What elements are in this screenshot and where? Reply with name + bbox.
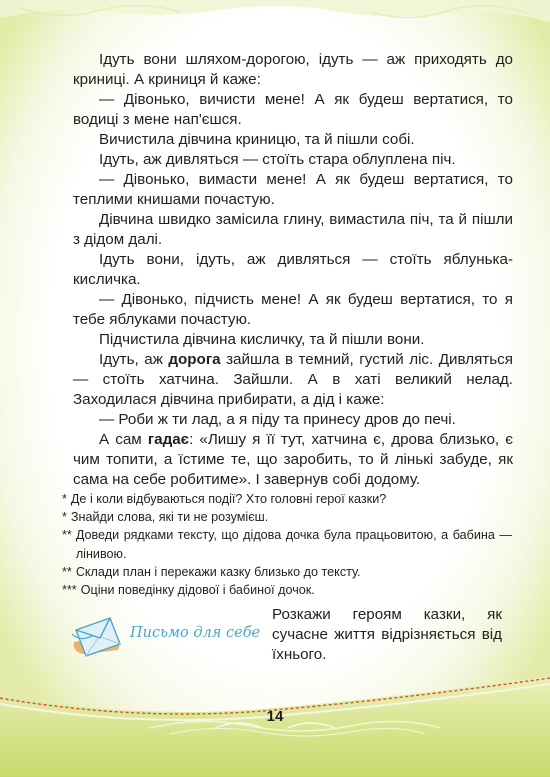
keyword-doroha: дорога [168, 351, 221, 368]
question-text: Склади план і перекажи казку близько до тексту. [75, 564, 361, 579]
story-paragraph: Ідуть вони, ідуть, аж дивляться — стоїть яблунька-кисличка. [73, 251, 513, 288]
question-text: Доведи рядками тексту, що дідова дочка була працьовитою, а бабина — лінивою. [75, 528, 512, 561]
question-text: Оціни поведінку дідової і бабиної дочок. [80, 583, 315, 598]
story-paragraph: — Дівонько, вимасти мене! А як будеш вертатися, то теплими книшами почастую. [73, 171, 513, 208]
question-item [62, 526, 512, 562]
page-number: 14 [266, 708, 284, 725]
question-item [62, 508, 512, 526]
difficulty-mark: * [62, 492, 67, 506]
question-item [62, 490, 512, 508]
story-text-part: А сам [99, 431, 148, 448]
difficulty-mark: *** [62, 583, 77, 598]
question-text: Знайди слова, які ти не розумієш. [70, 510, 269, 525]
story-text [73, 50, 513, 490]
question-text: Де і коли відбуваються події? Хто головні герої казки? [70, 492, 387, 506]
story-paragraph: Ідуть вони шляхом-дорогою, ідуть — аж приходять до криниці. А криниця й каже: [73, 51, 513, 88]
writing-task-badge [70, 612, 260, 660]
story-paragraph: Ідуть, аж дивляться — стоїть стара облуплена піч. [99, 151, 456, 168]
difficulty-mark: ** [62, 528, 72, 543]
story-paragraph: — Дівонько, вичисти мене! А як будеш вертатися, то водиці з мене нап'єшся. [73, 91, 513, 128]
story-paragraph-with-keyword [73, 350, 513, 410]
top-ornament [0, 0, 550, 36]
story-text-part: зайшла в темний, густий ліс. Дивляться — стоїть хатчина. Зайшли. А в хаті великий нелад. Заходилася дівчина прибирати, а дід і каже: [73, 351, 513, 408]
difficulty-mark: ** [62, 564, 72, 579]
questions-list [62, 490, 512, 599]
envelope-icon [70, 612, 124, 658]
story-paragraph: Дівчина швидко замісила глину, вимастила піч, та й пішли з дідом далі. [73, 211, 513, 248]
story-text-part: : «Лишу я її тут, хатчина є, дрова близько, є чим топити, а їстиме те, що заробить, то й лінькі забуде, як сама на себе робитиме». І завернув собі додому. [73, 431, 513, 488]
writing-task-label: Письмо для себе [130, 625, 261, 641]
difficulty-mark: * [62, 510, 67, 525]
keyword-hadaie: гадає [147, 431, 190, 448]
story-paragraph: — Дівонько, підчисть мене! А як будеш вертатися, то я тебе яблуками почастую. [73, 291, 513, 328]
question-item [62, 581, 512, 599]
story-paragraph: Вичистила дівчина криницю, та й пішли собі. [99, 131, 415, 148]
story-paragraph: Підчистила дівчина кисличку, та й пішли вони. [99, 331, 425, 348]
story-paragraph: — Роби ж ти лад, а я піду та принесу дров до печі. [99, 411, 456, 428]
story-text-part: Ідуть, аж [99, 351, 169, 368]
question-item [62, 563, 512, 581]
story-paragraph-with-keyword [73, 430, 513, 490]
writing-task-text: Розкажи героям казки, як сучасне життя відрізняється від їхнього. [272, 606, 502, 663]
